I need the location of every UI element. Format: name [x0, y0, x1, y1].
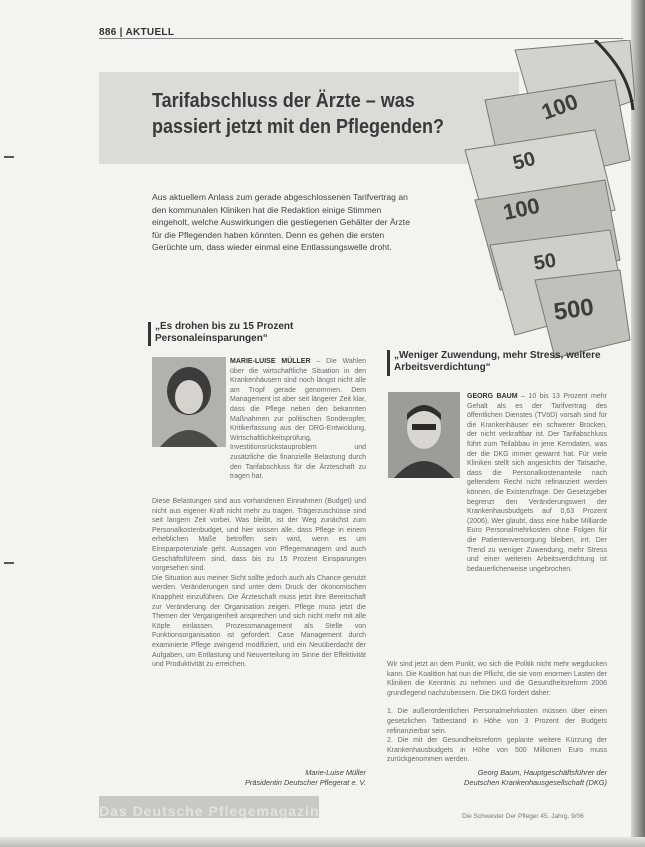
right-heading: „Weniger Zuwendung, mehr Stress, weitere Arbeitsverdichtung“	[394, 350, 601, 373]
svg-text:500: 500	[552, 293, 596, 326]
margin-mark	[4, 156, 14, 158]
left-paragraph: Die Situation aus meiner Sicht sollte jedoch auch als Chance genutzt werden. Veränderungen sind unter dem Druck der ökonomischen Knappheit einzuführen. Die Ärzteschaft muss jetzt ihre Bereitschaft zur Veränderung der Organisation zeigen. Pflege muss jetzt die Themen der Vergangenheit ansprechen und sich nicht mehr mit alle Köpfe einlassen. Prozessmanagement als Stelle von Funktionsorganisation ist gefordert. Case Management durch examinierte Pflege zwingend modifiziert, und ein Neuüberdacht der Aufgaben, um Entlastung und Neuverteilung im Sinne der Effektivität und Produktivität zu erreichen.	[152, 574, 366, 669]
portrait-photo	[152, 357, 226, 447]
left-heading: „Es drohen bis zu 15 Prozent Personaleinsparungen“	[155, 321, 294, 344]
header-rule	[99, 38, 623, 39]
right-signature	[387, 768, 607, 788]
demand-item: 1. Die außerordentlichen Personalmehrkosten müssen über einen gesetzlichen Tatbestand in Höhe von 3 Prozent der Budgets refinanzierbar sein.	[387, 708, 607, 735]
right-intro	[467, 392, 607, 574]
svg-text:50: 50	[532, 249, 558, 275]
left-intro	[230, 357, 366, 482]
left-body	[152, 497, 366, 670]
signature-role: Deutschen Krankenhausgesellschaft (DKG)	[464, 778, 607, 787]
right-paragraph: Wir sind jetzt an dem Punkt, wo sich die Politik nicht mehr wegducken kann. Die Koalition hat nun die Pflicht, die sie vom enormen Lasten der Kliniken die Kenntnis zu nehmen und die Gesundheitsreform 2006 grundlegend nachzubessern. Die DKG fordert daher:	[387, 661, 607, 697]
left-paragraph: Diese Belastungen sind aus vorhandenen Einnahmen (Budget) und nicht aus eigener Kraft nicht mehr zu tragen. Trägerzuschüsse sind seit langem Zeit vorbei. Was bleibt, ist der Weg zunächst zum Personalkostenbudget, und hier wissen alle, dass Pflege in einem erheblichen Maße betroffen sein wird, wenn es um Einsparpotenziale geht. Aussagen von Pflegemanagern und auch Geschäftsführern sind, dass bis zu 15 Prozent Einsparungen vorgesehen sind.	[152, 498, 366, 573]
page-header: 886 | AKTUELL	[99, 27, 175, 38]
author-name: MARIE-LUISE MÜLLER	[230, 358, 311, 365]
footer-issue: Die Schwester Der Pfleger 45. Jahrg. 9/06	[462, 813, 584, 820]
right-intro-text: – 10 bis 13 Prozent mehr Gehalt als es der Tarifvertrag des öffentlichen Dienstes (TVöD) vorsah sind für die Krankenhäuser ein schwerer Brocken, der nicht verkraftbar ist. Der Tarifabschluss führt zum Teilabbau in jene Kerndaten, was der die DKG immer gewarnt hat. Für viele Kliniken stellt sich angesichts der Tatsache, dass die Personalkostenanteile nach geltendem Recht nicht refinanziert werden können, die Existenzfrage. Der Gesetzgeber begrenzt den Veränderungswert der Krankenhausbudgets auf 0,63 Prozent (2006). Wer glaubt, dass eine halbe Milliarde Euro Personalmehrkosten ohne Folgen für die Patientenversorgung bleiben, irrt. Der Trend zu weniger Zuwendung, mehr Stress und einer weiteren Arbeitsverdichtung ist bedauerlicherweise ungebrochen.	[467, 393, 607, 573]
svg-text:100: 100	[500, 192, 542, 225]
right-body	[387, 660, 607, 765]
portrait-mueller	[152, 357, 226, 447]
svg-text:50: 50	[510, 147, 538, 175]
svg-text:100: 100	[538, 88, 582, 125]
euro-banknotes-image	[445, 40, 635, 360]
author-name: GEORG BAUM	[467, 393, 518, 400]
scan-edge-bottom	[0, 837, 645, 847]
signature-name: Georg Baum, Hauptgeschäftsführer der	[477, 768, 607, 777]
portrait-baum	[388, 392, 460, 478]
margin-mark	[4, 562, 14, 564]
signature-name: Marie-Luise Müller	[305, 768, 366, 777]
left-intro-text: – Die Wahlen über die wirtschaftliche Situation in den Krankenhäusern sind noch längst nicht alle am Tropf gerade genommen. Dem Management ist aber seit längerer Zeit klar, dass die Pflege neben den bekannten Maßnahmen zur politischen Sonderopfer, Kritikerfassung aus der DRG-Entwicklung, Wirtschaftlichkeitsprüfung, Investitionsrückstauproblem und zusätzliche die finanzielle Belastung durch den Tarifabschluss für die Ärzteschaft zu tragen hat.	[230, 358, 367, 481]
left-signature	[152, 768, 366, 788]
portrait-photo	[388, 392, 460, 478]
article-lead: Aus aktuellem Anlass zum gerade abgeschlossenen Tarifvertrag an den kommunalen Kliniken hat die Redaktion einige Stimmen eingeholt, welche Auswirkungen die gestiegenen Gehälter der Ärzte für die Pflegenden haben könnten. Denn es gehen die ersten Gerüchte um, dass wieder einmal eine Entlassungswelle droht.	[152, 192, 410, 253]
signature-role: Präsidentin Deutscher Pflegerat e. V.	[244, 778, 366, 787]
article-title: Tarifabschluss der Ärzte – was passiert jetzt mit den Pflegenden?	[152, 90, 445, 138]
footer-left: Das Deutsche Pflegemagazin	[99, 803, 320, 819]
heading-bar	[148, 322, 151, 346]
heading-bar	[387, 350, 390, 376]
demand-item: 2. Die mit der Gesundheitsreform geplante weitere Kürzung der Krankenhausbudgets in Höhe von 500 Millionen Euro muss zurückgenommen werden.	[387, 737, 607, 764]
